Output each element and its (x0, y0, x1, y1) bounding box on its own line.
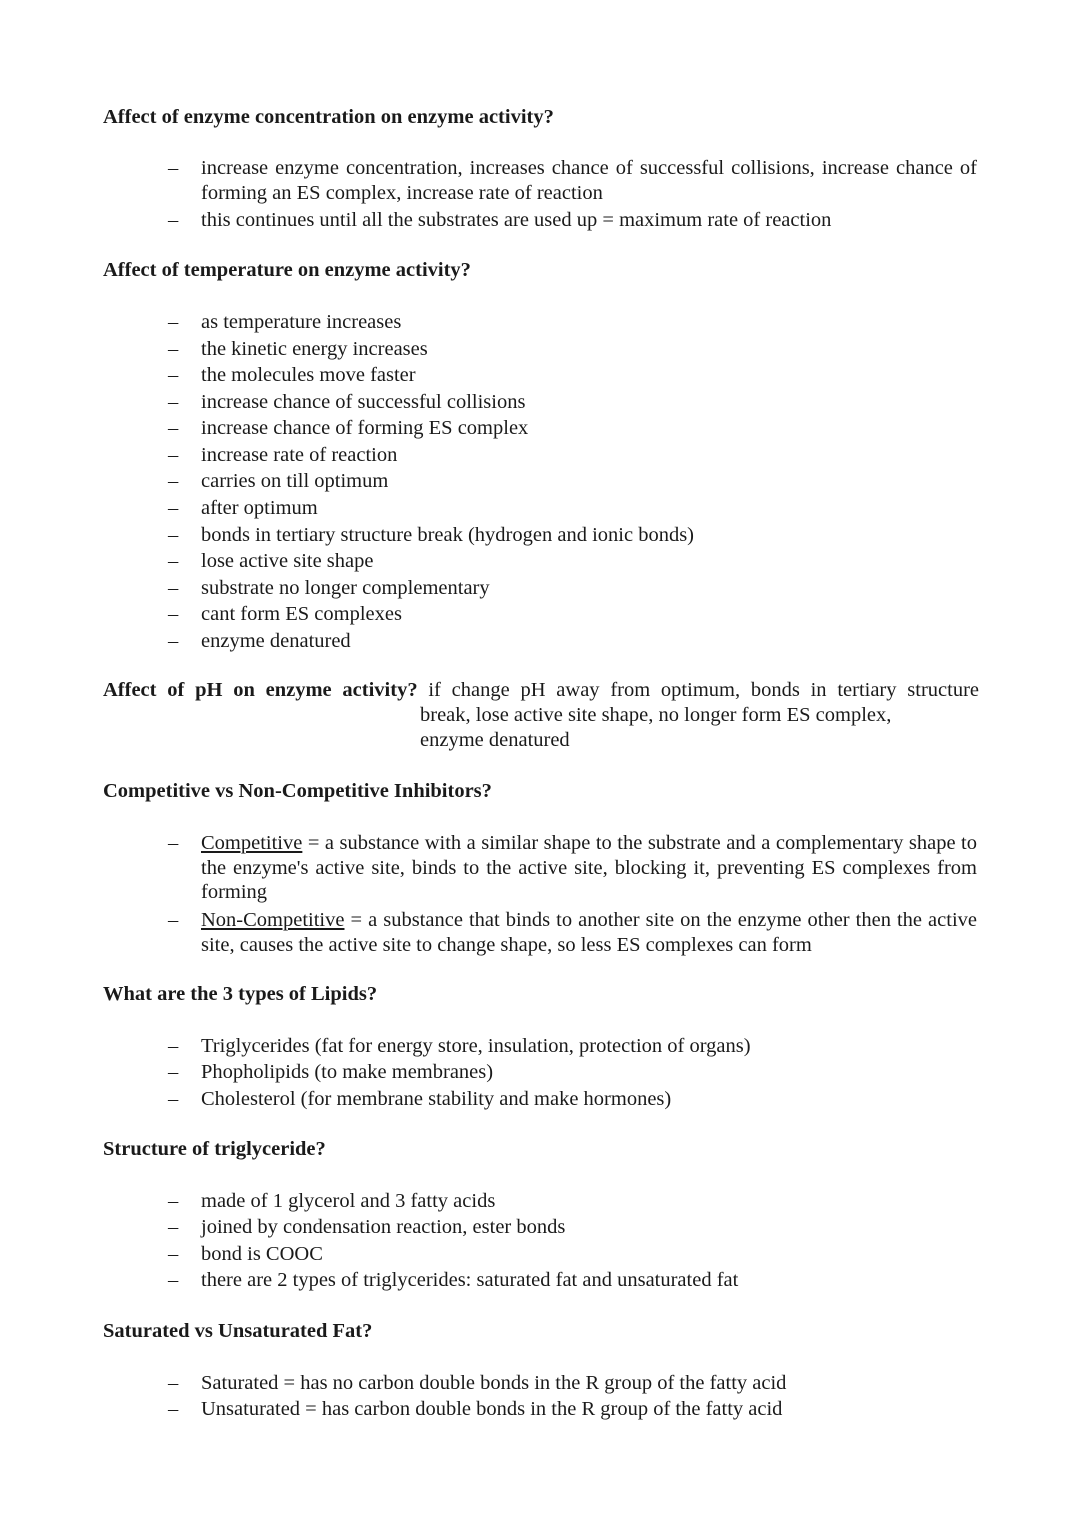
list-item (168, 156, 978, 205)
list-item (168, 523, 978, 548)
bullet-dash: – (168, 364, 179, 386)
list-item (168, 496, 978, 521)
bullet-dash: – (168, 470, 179, 492)
item-text: increase chance of forming ES complex (201, 417, 529, 439)
item-text: lose active site shape (201, 550, 374, 572)
item-text: the molecules move faster (201, 364, 416, 386)
list-item (168, 469, 978, 494)
item-text: increase rate of reaction (201, 444, 398, 466)
list-item (168, 443, 978, 468)
bullet-dash: – (168, 157, 179, 179)
list-item (168, 363, 978, 388)
bullet-dash: – (168, 1398, 179, 1420)
ph-text-line-2: break, lose active site shape, no longer form ES complex, (420, 704, 892, 726)
ph-text-line-3: enzyme denatured (420, 729, 570, 751)
ph-first-line (103, 678, 979, 703)
heading-temperature: Affect of temperature on enzyme activity? (103, 259, 471, 281)
bullet-dash: – (168, 497, 179, 519)
item-text: increase chance of successful collisions (201, 391, 526, 413)
list-item (168, 310, 978, 335)
bullet-dash: – (168, 1243, 179, 1265)
list-item (168, 1215, 978, 1240)
item-text: bonds in tertiary structure break (hydrogen and ionic bonds) (201, 524, 695, 546)
item-text: after optimum (201, 497, 318, 519)
item-text: increase enzyme concentration, increases chance of successful collisions, increase chance of forming an ES complex, increase rate of reaction (201, 157, 977, 204)
item-text: Phopholipids (to make membranes) (201, 1061, 494, 1083)
list-item (168, 549, 978, 574)
item-text: the kinetic energy increases (201, 338, 428, 360)
item-text: as temperature increases (201, 311, 402, 333)
item-text (201, 908, 977, 957)
bullet-dash: – (168, 391, 179, 413)
heading-saturated-vs-unsaturated: Saturated vs Unsaturated Fat? (103, 1320, 373, 1342)
list-item (168, 1060, 978, 1085)
item-text: cant form ES complexes (201, 603, 402, 625)
list-item (168, 416, 978, 441)
bullet-dash: – (168, 1190, 179, 1212)
noncompetitive-definition: = a substance that binds to another site on the enzyme other then the active site, causes the active site to change shape, so less ES complexes can form (201, 909, 977, 956)
list-item (168, 1087, 978, 1112)
list-item (168, 1189, 978, 1214)
list-item (168, 390, 978, 415)
item-text: made of 1 glycerol and 3 fatty acids (201, 1190, 496, 1212)
bullet-dash: – (168, 1269, 179, 1291)
list-item (168, 1268, 978, 1293)
competitive-term: Competitive (201, 832, 303, 854)
heading-triglyceride: Structure of triglyceride? (103, 1138, 326, 1160)
bullet-dash: – (168, 1035, 179, 1057)
item-text: Triglycerides (fat for energy store, insulation, protection of organs) (201, 1035, 751, 1057)
bullet-dash: – (168, 832, 179, 854)
heading-ph: Affect of pH on enzyme activity? (103, 679, 418, 701)
list-item (168, 629, 978, 654)
bullet-dash: – (168, 417, 179, 439)
list-item (168, 908, 978, 957)
heading-lipids: What are the 3 types of Lipids? (103, 983, 378, 1005)
list-item (168, 337, 978, 362)
item-text: Unsaturated = has carbon double bonds in the R group of the fatty acid (201, 1398, 783, 1420)
competitive-definition: = a substance with a similar shape to the substrate and a complementary shape to the enzyme's active site, binds to the active site, blocking it, preventing ES complexes from forming (201, 832, 977, 903)
item-text: this continues until all the substrates are used up = maximum rate of reaction (201, 209, 832, 231)
list-item (168, 576, 978, 601)
bullet-dash: – (168, 603, 179, 625)
bullet-dash: – (168, 1088, 179, 1110)
item-text: Cholesterol (for membrane stability and make hormones) (201, 1088, 672, 1110)
item-text: substrate no longer complementary (201, 577, 490, 599)
bullet-dash: – (168, 1216, 179, 1238)
item-text: joined by condensation reaction, ester bonds (201, 1216, 566, 1238)
heading-inhibitors: Competitive vs Non-Competitive Inhibitors? (103, 780, 492, 802)
bullet-dash: – (168, 444, 179, 466)
bullet-dash: – (168, 1372, 179, 1394)
list-item (168, 1397, 978, 1422)
item-text (201, 831, 977, 905)
item-text: bond is COOC (201, 1243, 323, 1265)
bullet-dash: – (168, 338, 179, 360)
heading-enzyme-concentration: Affect of enzyme concentration on enzyme activity? (103, 106, 554, 128)
list-item (168, 1371, 978, 1396)
noncompetitive-term: Non-Competitive (201, 909, 345, 931)
list-item (168, 1034, 978, 1059)
bullet-dash: – (168, 209, 179, 231)
list-item (168, 208, 978, 233)
list-item (168, 602, 978, 627)
bullet-dash: – (168, 311, 179, 333)
bullet-dash: – (168, 1061, 179, 1083)
ph-text-line-1: if change pH away from optimum, bonds in tertiary structure (428, 679, 980, 701)
list-item (168, 1242, 978, 1267)
list-item (168, 831, 978, 905)
bullet-dash: – (168, 577, 179, 599)
bullet-dash: – (168, 524, 179, 546)
item-text: there are 2 types of triglycerides: saturated fat and unsaturated fat (201, 1269, 739, 1291)
bullet-dash: – (168, 630, 179, 652)
bullet-dash: – (168, 909, 179, 931)
item-text: Saturated = has no carbon double bonds in the R group of the fatty acid (201, 1372, 787, 1394)
bullet-dash: – (168, 550, 179, 572)
item-text: enzyme denatured (201, 630, 351, 652)
item-text: carries on till optimum (201, 470, 389, 492)
